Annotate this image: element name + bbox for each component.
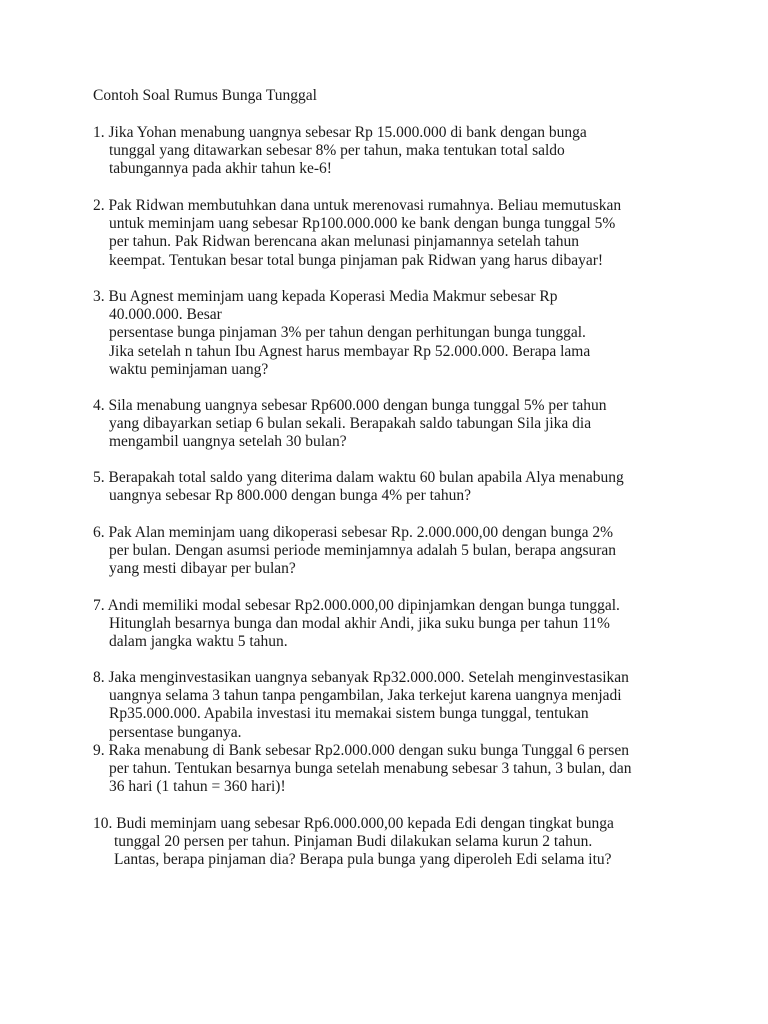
question-7 [93,597,620,652]
question-line: yang dibayarkan setiap 6 bulan sekali. Berapakah saldo tabungan Sila jika dia [109,415,592,433]
question-line: Hitunglah besarnya bunga dan modal akhir Andi, jika suku bunga per tahun 11% [109,615,610,633]
question-line: tunggal 20 persen per tahun. Pinjaman Budi dilakukan selama kurun 2 tahun. [114,833,593,851]
question-line: Jika setelah n tahun Ibu Agnest harus membayar Rp 52.000.000. Berapa lama [109,342,591,360]
document-title: Contoh Soal Rumus Bunga Tunggal [93,87,317,104]
question-5 [93,469,624,505]
question-line: 9. Raka menabung di Bank sebesar Rp2.000.000 dengan suku bunga Tunggal 6 persen [93,742,629,759]
question-8 [93,669,629,742]
question-line: yang mesti dibayar per bulan? [109,560,296,578]
question-1 [93,124,587,179]
question-line: untuk meminjam uang sebesar Rp100.000.000 ke bank dengan bunga tunggal 5% [109,215,616,233]
question-3 [93,288,590,379]
question-line: 8. Jaka menginvestasikan uangnya sebanyak Rp32.000.000. Setelah menginvestasikan [93,669,629,686]
question-6 [93,524,616,579]
question-line: 36 hari (1 tahun = 360 hari)! [109,778,286,796]
question-line: 4. Sila menabung uangnya sebesar Rp600.000 dengan bunga tunggal 5% per tahun [93,397,607,414]
question-line: 5. Berapakah total saldo yang diterima dalam waktu 60 bulan apabila Alya menabung [93,469,624,486]
question-line: uangnya sebesar Rp 800.000 dengan bunga 4% per tahun? [109,487,471,505]
question-line: 7. Andi memiliki modal sebesar Rp2.000.000,00 dipinjamkan dengan bunga tunggal. [93,597,620,614]
question-2 [93,197,621,270]
question-line: Lantas, berapa pinjaman dia? Berapa pula bunga yang diperoleh Edi selama itu? [114,851,612,869]
question-line: per bulan. Dengan asumsi periode meminjamnya adalah 5 bulan, berapa angsuran [109,542,617,560]
question-line: Rp35.000.000. Apabila investasi itu memakai sistem bunga tunggal, tentukan [109,705,589,723]
question-line: persentase bunganya. [109,723,242,741]
question-line: tunggal yang ditawarkan sebesar 8% per tahun, maka tentukan total saldo [109,142,565,160]
question-10 [93,815,614,870]
question-line: per tahun. Tentukan besarnya bunga setelah menabung sebesar 3 tahun, 3 bulan, dan [109,760,632,778]
question-line: 6. Pak Alan meminjam uang dikoperasi sebesar Rp. 2.000.000,00 dengan bunga 2% [93,524,614,541]
question-line: keempat. Tentukan besar total bunga pinjaman pak Ridwan yang harus dibayar! [109,251,604,269]
question-line: 2. Pak Ridwan membutuhkan dana untuk merenovasi rumahnya. Beliau memutuskan [93,197,622,214]
question-line: 10. Budi meminjam uang sebesar Rp6.000.000,00 kepada Edi dengan tingkat bunga [93,815,614,832]
question-line: uangnya selama 3 tahun tanpa pengambilan, Jaka terkejut karena uangnya menjadi [109,687,622,705]
question-line: 3. Bu Agnest meminjam uang kepada Koperasi Media Makmur sebesar Rp [93,288,558,305]
question-line: per tahun. Pak Ridwan berencana akan melunasi pinjamannya setelah tahun [109,233,580,251]
question-line: waktu peminjaman uang? [109,360,269,378]
question-line: persentase bunga pinjaman 3% per tahun dengan perhitungan bunga tunggal. [109,324,586,342]
question-9 [93,742,631,797]
question-line: dalam jangka waktu 5 tahun. [109,633,288,651]
question-4 [93,397,607,452]
question-line: tabungannya pada akhir tahun ke-6! [109,160,332,178]
question-line: 1. Jika Yohan menabung uangnya sebesar Rp 15.000.000 di bank dengan bunga [93,124,587,141]
question-line: mengambil uangnya setelah 30 bulan? [109,433,347,451]
question-line: 40.000.000. Besar [109,306,222,324]
